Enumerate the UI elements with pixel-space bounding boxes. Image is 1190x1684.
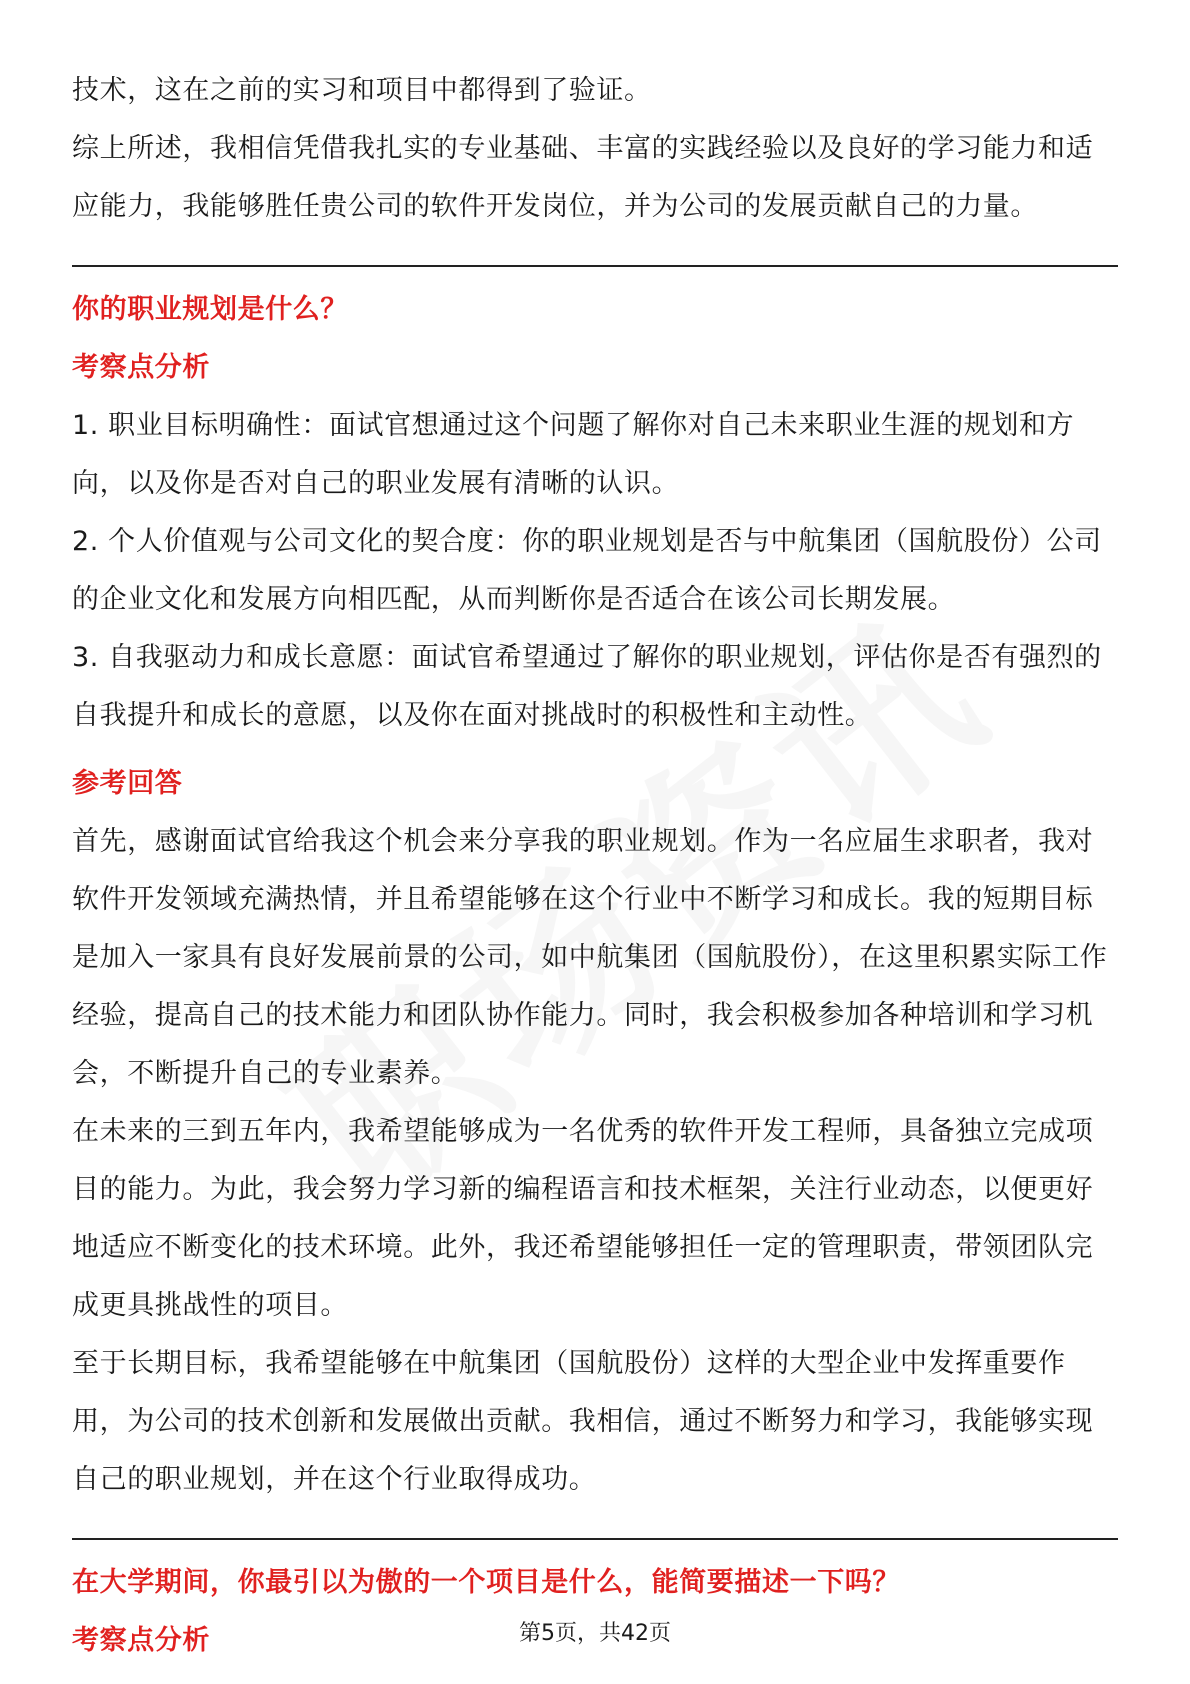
analysis-label: 考察点分析 [72,1625,210,1656]
answer-paragraph: 在未来的三到五年内，我希望能够成为一名优秀的软件开发工程师，具备独立完成项目的能力。为此，我会努力学习新的编程语言和技术框架，关注行业动态，以便更好地适应不断变化的技术环境。此外，我还希望能够担任一定的管理职责，带领团队完成更具挑战性的项目。 [72,1116,1094,1321]
analysis-label: 考察点分析 [72,352,210,383]
intro-line: 技术，这在之前的实习和项目中都得到了验证。 [72,75,652,106]
section-divider [72,265,1118,267]
analysis-point: 3. 自我驱动力和成长意愿：面试官希望通过了解你的职业规划，评估你是否有强烈的自我提升和成长的意愿，以及你在面对挑战时的积极性和主动性。 [72,642,1102,731]
question-title: 在大学期间，你最引以为傲的一个项目是什么，能简要描述一下吗？ [72,1567,900,1598]
analysis-point: 2. 个人价值观与公司文化的契合度：你的职业规划是否与中航集团（国航股份）公司的企业文化和发展方向相匹配，从而判断你是否适合在该公司长期发展。 [72,526,1102,615]
page-footer: 第5页，共42页 [519,1621,671,1646]
intro-paragraph: 综上所述，我相信凭借我扎实的专业基础、丰富的实践经验以及良好的学习能力和适应能力，我能够胜任贵公司的软件开发岗位，并为公司的发展贡献自己的力量。 [72,133,1094,222]
document-page [72,62,1118,1670]
analysis-point: 1. 职业目标明确性：面试官想通过这个问题了解你对自己未来职业生涯的规划和方向，以及你是否对自己的职业发展有清晰的认识。 [72,410,1075,499]
question-title: 你的职业规划是什么？ [72,294,348,325]
section-divider [72,1538,1118,1540]
answer-paragraph: 首先，感谢面试官给我这个机会来分享我的职业规划。作为一名应届生求职者，我对软件开发领域充满热情，并且希望能够在这个行业中不断学习和成长。我的短期目标是加入一家具有良好发展前景的公司，如中航集团（国航股份），在这里积累实际工作经验，提高自己的技术能力和团队协作能力。同时，我会积极参加各种培训和学习机会，不断提升自己的专业素养。 [72,826,1108,1089]
answer-label: 参考回答 [72,768,183,799]
answer-paragraph: 至于长期目标，我希望能够在中航集团（国航股份）这样的大型企业中发挥重要作用，为公司的技术创新和发展做出贡献。我相信，通过不断努力和学习，我能够实现自己的职业规划，并在这个行业取得成功。 [72,1348,1094,1495]
